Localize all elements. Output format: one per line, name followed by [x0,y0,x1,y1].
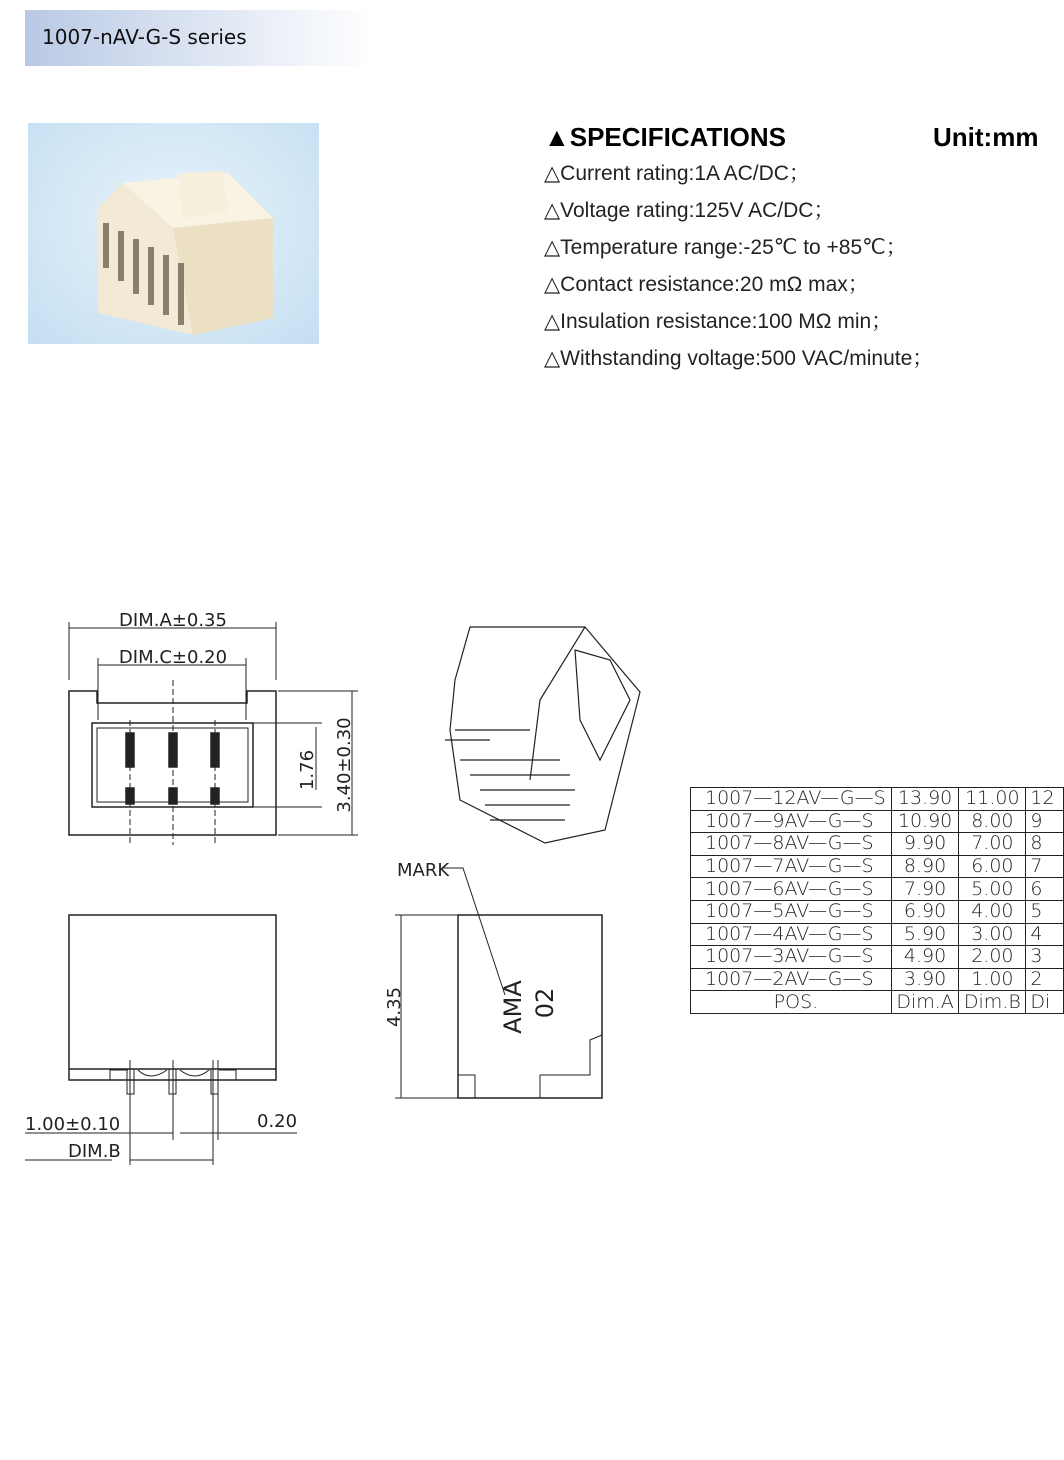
dim-4-35-label: 4.35 [384,986,405,1028]
cell-pos: 1007—4AV—G—S [691,923,892,946]
table-row [691,968,1064,991]
cell-dim-c: 3 [1026,946,1064,969]
cell-dim-c: 9 [1026,810,1064,833]
mark-text-ama: AMA [499,980,527,1034]
cell-dim-b: 8.00 [959,810,1026,833]
table-row [691,788,1064,811]
table-row [691,855,1064,878]
cell-dim-b: 3.00 [959,923,1026,946]
specifications-heading: ▲SPECIFICATIONS [544,122,786,152]
table-row [691,810,1064,833]
dimension-table [690,787,1064,1014]
cell-pos: 1007—6AV—G—S [691,878,892,901]
cell-dim-a: 13.90 [891,788,959,811]
table-row [691,900,1064,923]
cell-dim-c: 12 [1026,788,1064,811]
cell-dim-b: 1.00 [959,968,1026,991]
top-view-drawing [69,610,358,845]
dim-c-label: DIM.C±0.20 [118,647,228,668]
spec-voltage-rating: △Voltage rating:125V AC/DC； [544,199,835,222]
cell-pos: POS. [691,991,892,1014]
cell-dim-b: 6.00 [959,855,1026,878]
cell-pos: 1007—12AV—G—S [691,788,892,811]
table-header-row [691,991,1064,1014]
cell-dim-c: 6 [1026,878,1064,901]
spec-temperature-range: △Temperature range:-25℃ to +85℃； [544,236,907,259]
pitch-label: 1.00±0.10 [25,1114,121,1135]
table-row [691,833,1064,856]
cell-dim-a: 8.90 [891,855,959,878]
dim-b-label: DIM.B [68,1141,121,1162]
isometric-view-drawing [445,627,640,843]
cell-dim-a: 4.90 [891,946,959,969]
dim-1-76-label: 1.76 [297,749,318,791]
cell-dim-c: 8 [1026,833,1064,856]
cell-dim-a: 9.90 [891,833,959,856]
cell-dim-b: 2.00 [959,946,1026,969]
cell-dim-b: 7.00 [959,833,1026,856]
table-row [691,946,1064,969]
spec-insulation-resistance: △Insulation resistance:100 MΩ min； [544,310,893,333]
mark-text-02: 02 [531,987,559,1019]
cell-dim-c: 4 [1026,923,1064,946]
cell-dim-a: 7.90 [891,878,959,901]
unit-label: Unit:mm [933,122,1039,152]
cell-dim-a: 6.90 [891,900,959,923]
cell-pos: 1007—5AV—G—S [691,900,892,923]
series-title: 1007-nAV-G-S series [42,25,247,49]
cell-dim-b: 4.00 [959,900,1026,923]
cell-dim-c: 2 [1026,968,1064,991]
cell-dim-b: 11.00 [959,788,1026,811]
dim-a-label: DIM.A±0.35 [119,610,227,631]
table-row [691,923,1064,946]
cell-dim-c: 5 [1026,900,1064,923]
cell-pos: 1007—8AV—G—S [691,833,892,856]
cell-dim-a: 3.90 [891,968,959,991]
dim-0-20-label: 0.20 [257,1111,298,1132]
cell-pos: 1007—7AV—G—S [691,855,892,878]
cell-pos: 1007—9AV—G—S [691,810,892,833]
dim-3-40-label: 3.40±0.30 [334,717,355,813]
table-row [691,878,1064,901]
spec-current-rating: △Current rating:1A AC/DC； [544,162,810,185]
cell-dim-a: 5.90 [891,923,959,946]
cell-pos: 1007—2AV—G—S [691,968,892,991]
cell-dim-b: 5.00 [959,878,1026,901]
spec-withstanding-voltage: △Withstanding voltage:500 VAC/minute； [544,347,934,370]
cell-dim-c: 7 [1026,855,1064,878]
cell-dim-a: 10.90 [891,810,959,833]
spec-contact-resistance: △Contact resistance:20 mΩ max； [544,273,869,296]
cell-dim-a: Dim.A [891,991,959,1014]
cell-dim-b: Dim.B [959,991,1026,1014]
cell-pos: 1007—3AV—G—S [691,946,892,969]
cell-dim-c: Di [1026,991,1064,1014]
front-view-drawing [25,915,297,1165]
mark-label: MARK [397,860,450,881]
side-view-drawing [384,860,602,1098]
